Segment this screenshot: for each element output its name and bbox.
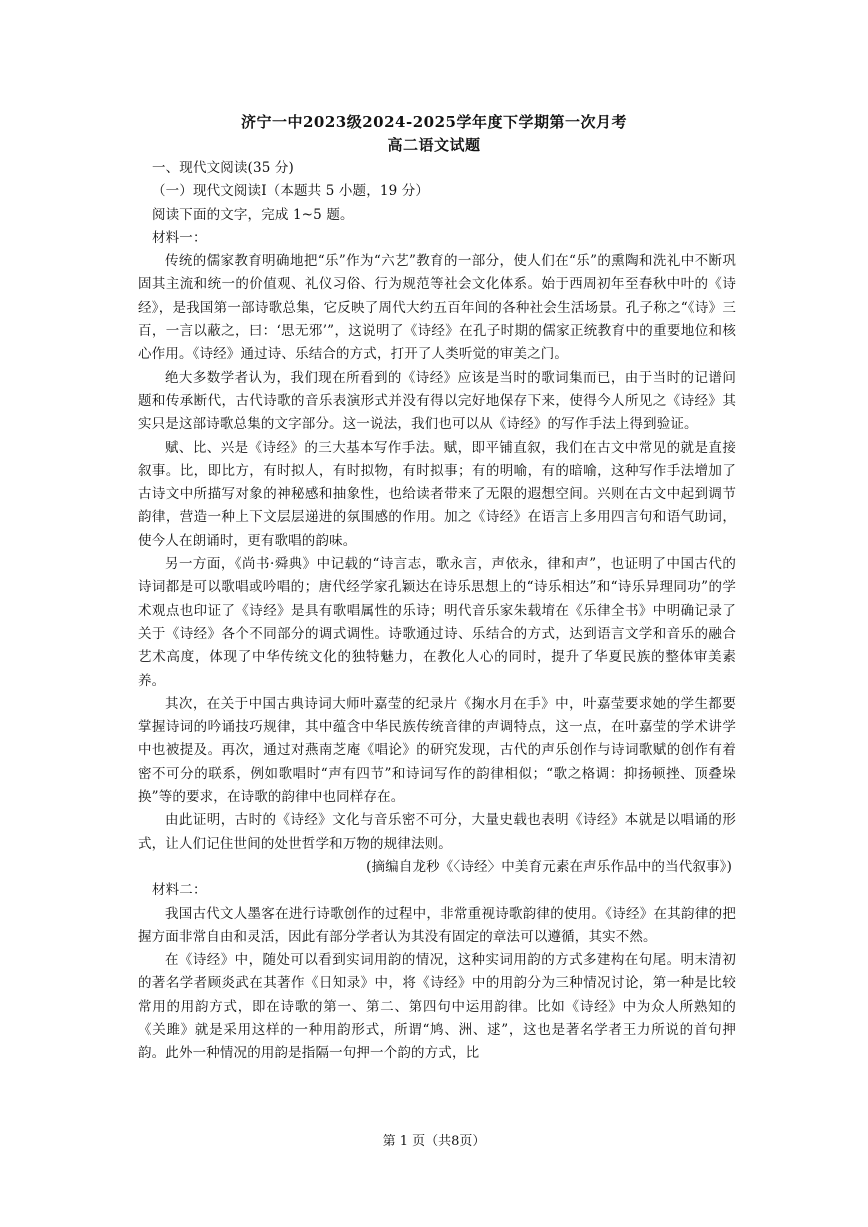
- material1-paragraph: 另一方面，《尚书·舜典》中记载的“诗言志，歌永言，声依永，律和声”，也证明了中国古代的诗词都是可以歌唱或吟唱的；唐代经学家孔颖达在诗乐思想上的“诗乐相达”和“诗乐异理同功”的学术观点也印证了《诗经》是具有歌唱属性的乐诗；明代音乐家朱载堉在《乐律全书》中明确记录了关于《诗经》各个不同部分的调式调性。诗歌通过诗、乐结合的方式，达到语言文学和音乐的融合艺术高度，体现了中华传统文化的独特魅力，在教化人心的同时，提升了华夏民族的整体审美素养。: [138, 556, 736, 689]
- material1-paragraph: 传统的儒家教育明确地把“乐”作为“六艺”教育的一部分，使人们在“乐”的熏陶和洗礼中不断巩固其主流和统一的价值观、礼仪习俗、行为规范等社会文化体系。始于西周初年至春秋中叶的《诗经》，是我国第一部诗歌总集，它反映了周代大约五百年间的各种社会生活场景。孔子称之“《诗》三百，一言以蔽之，曰：‘思无邪’”，这说明了《诗经》在孔子时期的儒家正统教育中的重要地位和核心作用。《诗经》通过诗、乐结合的方式，打开了人类听觉的审美之门。: [138, 253, 736, 363]
- material2-label: 材料二：: [152, 882, 207, 899]
- material2-paragraph: 在《诗经》中，随处可以看到实词用韵的情况，这种实词用韵的方式多建构在句尾。明末清初的著名学者顾炎武在其著作《日知录》中，将《诗经》中的用韵分为三种情况讨论，第一种是比较常用的用韵方式，即在诗歌的第一、第二、第四句中运用韵律。比如《诗经》中为众人所熟知的《关雎》就是采用这样的一种用韵形式，所谓“鸠、洲、逑”，这也是著名学者王力所说的首句押韵。此外一种情况的用韵是指隔一句押一个韵的方式，比: [138, 952, 736, 1062]
- exam-title: 济宁一中2023级2024-2025学年度下学期第一次月考: [241, 113, 627, 131]
- section-heading: 一、现代文阅读(35 分): [152, 160, 294, 176]
- material1-source: (摘编自龙秒《〈诗经〉中美育元素在声乐作品中的当代叙事》): [366, 858, 732, 875]
- reading-instruction: 阅读下面的文字，完成 1~5 题。: [152, 206, 354, 223]
- section-subheading: （一）现代文阅读Ⅰ（本题共 5 小题，19 分）: [152, 183, 430, 200]
- material1-paragraph: 赋、比、兴是《诗经》的三大基本写作手法。赋，即平铺直叙，我们在古文中常见的就是直接叙事。比，即比方，有时拟人，有时拟物，有时拟事；有的明喻，有的暗喻，这种写作手法增加了古诗文中所描写对象的神秘感和抽象性，也给读者带来了无限的遐想空间。兴则在古文中起到调节韵律，营造一种上下文层层递进的氛围感的作用。加之《诗经》在语言上多用四言句和语气助词，使今人在朗诵时，更有歌唱的韵味。: [138, 439, 736, 549]
- exam-content: [138, 157, 736, 1066]
- page-number: 第 1 页（共8页）: [382, 1134, 486, 1149]
- material1-paragraph: 由此证明，古时的《诗经》文化与音乐密不可分，大量史载也表明《诗经》本就是以唱诵的形式，让人们记住世间的处世哲学和万物的规律法则。: [138, 812, 736, 852]
- material2-paragraph: 我国古代文人墨客在进行诗歌创作的过程中，非常重视诗歌韵律的使用。《诗经》在其韵律的把握方面非常自由和灵活，因此有部分学者认为其没有固定的章法可以遵循，其实不然。: [138, 905, 736, 945]
- material1-paragraph: 其次，在关于中国古典诗词大师叶嘉莹的纪录片《掬水月在手》中，叶嘉莹要求她的学生都要掌握诗词的吟诵技巧规律，其中蕴含中华民族传统音律的声调特点，这一点，在叶嘉莹的学术讲学中也被提及。再次，通过对燕南芝庵《唱论》的研究发现，古代的声乐创作与诗词歌赋的创作有着密不可分的联系，例如歌唱时“声有四节”和诗词写作的韵律相似；“歌之格调：抑扬顿挫、顶叠垛换”等的要求，在诗歌的韵律中也同样存在。: [138, 695, 736, 806]
- exam-subtitle: 高二语文试题: [387, 136, 481, 154]
- material1-label: 材料一：: [152, 229, 207, 246]
- material1-paragraph: 绝大多数学者认为，我们现在所看到的《诗经》应该是当时的歌词集而已，由于当时的记谱问题和传承断代，古代诗歌的音乐表演形式并没有得以完好地保存下来，使得今人所见之《诗经》其实只是这部诗歌总集的文字部分。这一说法，我们也可以从《诗经》的写作手法上得到验证。: [138, 369, 736, 433]
